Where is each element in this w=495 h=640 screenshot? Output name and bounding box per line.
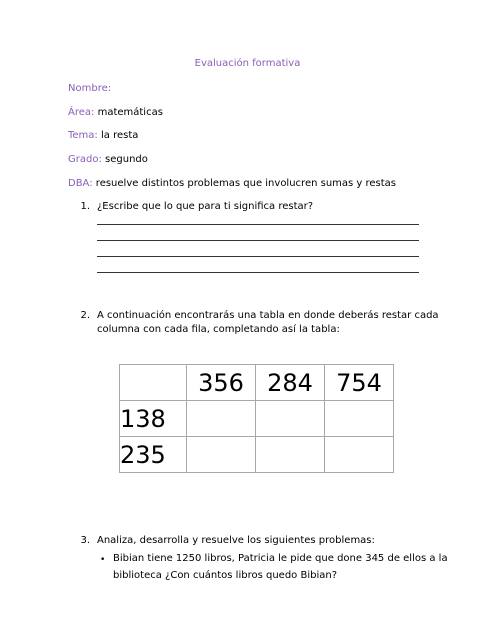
column-header: 754 (325, 365, 394, 401)
grado-value: segundo (105, 154, 148, 165)
column-header: 284 (256, 365, 325, 401)
table-row (120, 437, 394, 473)
tema-value: la resta (101, 130, 139, 141)
area-label: Área: (68, 107, 95, 118)
dba-value: resuelve distintos problemas que involucren sumas y restas (95, 178, 397, 189)
bullet-icon: • (100, 555, 106, 565)
answer-line[interactable] (97, 240, 419, 241)
field-area (68, 107, 163, 118)
answer-cell[interactable] (325, 437, 394, 473)
answer-cell[interactable] (256, 401, 325, 437)
page-title: Evaluación formativa (194, 58, 301, 69)
field-tema (68, 130, 138, 141)
problem-1-line-1: Bibian tiene 1250 libros, Patricia le pide que done 345 de ellos a la (113, 553, 448, 564)
question-2-number: 2. (80, 310, 90, 321)
tema-label: Tema: (68, 130, 98, 141)
table-corner-cell (120, 365, 187, 401)
question-2-line-1: A continuación encontrarás una tabla en donde deberás restar cada (97, 310, 439, 321)
question-3-text: Analiza, desarrolla y resuelve los siguientes problemas: (97, 535, 375, 546)
answer-line[interactable] (97, 224, 419, 225)
row-header: 235 (120, 437, 187, 473)
problem-1-line-2: biblioteca ¿Con cuántos libros quedo Bibian? (113, 570, 338, 581)
field-grado (68, 154, 148, 165)
field-dba (68, 178, 396, 189)
answer-cell[interactable] (256, 437, 325, 473)
question-1-text: ¿Escribe que lo que para ti significa restar? (97, 201, 314, 212)
answer-cell[interactable] (187, 401, 256, 437)
table-header-row (120, 365, 394, 401)
answer-cell[interactable] (187, 437, 256, 473)
nombre-label: Nombre: (68, 83, 112, 94)
dba-label: DBA: (68, 178, 93, 189)
answer-cell[interactable] (325, 401, 394, 437)
grado-label: Grado: (68, 154, 102, 165)
table-row (120, 401, 394, 437)
area-value: matemáticas (97, 107, 163, 118)
question-2-line-2: columna con cada fila, completando así la tabla: (97, 324, 340, 335)
column-header: 356 (187, 365, 256, 401)
answer-line[interactable] (97, 256, 419, 257)
row-header: 138 (120, 401, 187, 437)
field-nombre (68, 83, 111, 94)
question-1-number: 1. (80, 201, 90, 212)
subtraction-table (119, 364, 394, 473)
question-3-number: 3. (80, 535, 90, 546)
answer-line[interactable] (97, 272, 419, 273)
